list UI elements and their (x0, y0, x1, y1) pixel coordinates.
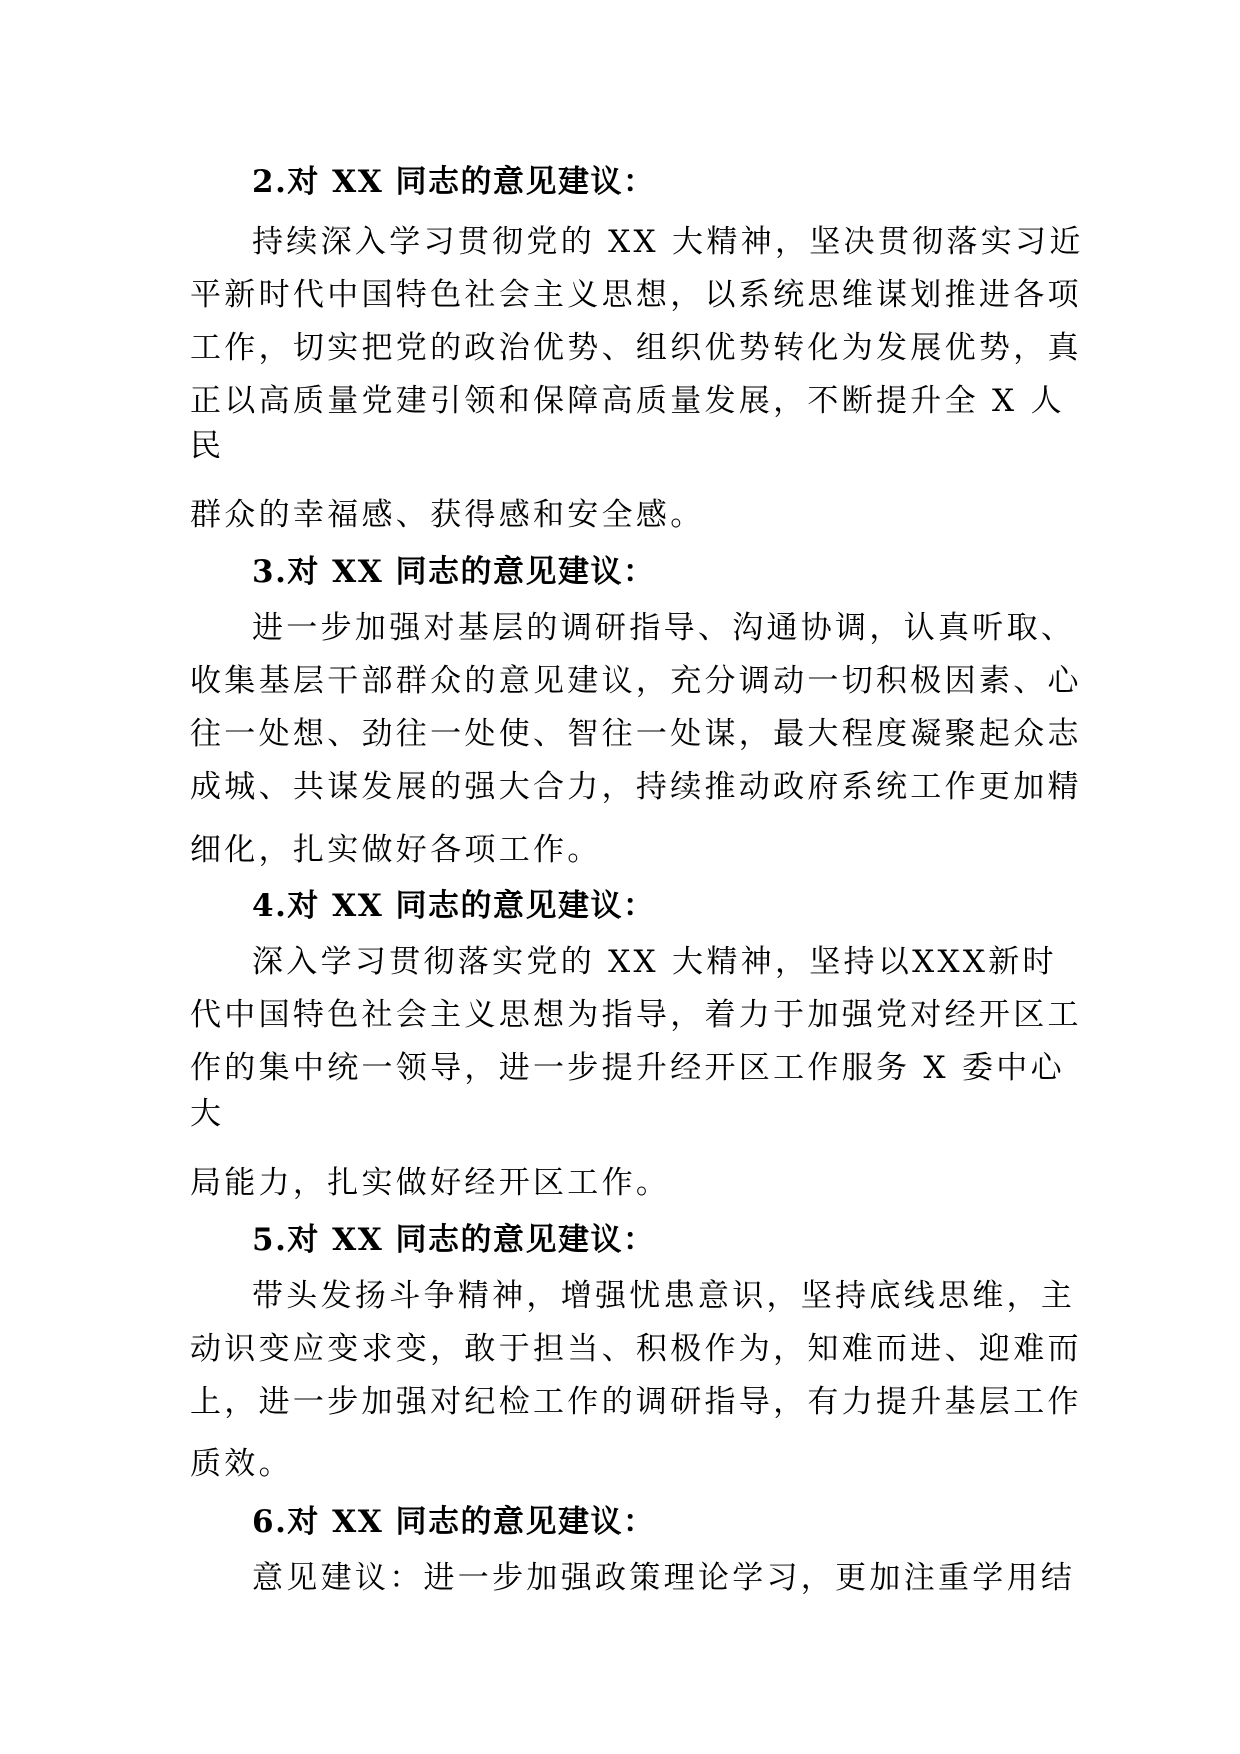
paragraph-line: 动识变应变求变，敢于担当、积极作为，知难而进、迎难而 (190, 1331, 1082, 1367)
paragraph-line: 工作，切实把党的政治优势、组织优势转化为发展优势，真 (190, 330, 1082, 366)
paragraph-line: 成城、共谋发展的强大合力，持续推动政府系统工作更加精 (190, 769, 1082, 805)
paragraph-line: 平新时代中国特色社会主义思想，以系统思维谋划推进各项 (190, 277, 1082, 313)
paragraph-line: 局能力，扎实做好经开区工作。 (190, 1165, 671, 1201)
section-heading: 2.对 XX 同志的意见建议： (252, 164, 656, 200)
paragraph-line: 代中国特色社会主义思想为指导，着力于加强党对经开区工 (190, 997, 1082, 1033)
paragraph-line: 上，进一步加强对纪检工作的调研指导，有力提升基层工作 (190, 1384, 1082, 1420)
paragraph-line: 持续深入学习贯彻党的 XX 大精神，坚决贯彻落实习近 (252, 224, 1084, 260)
paragraph-line: 质效。 (190, 1446, 293, 1482)
paragraph-line: 群众的幸福感、获得感和安全感。 (190, 497, 705, 533)
section-heading: 3.对 XX 同志的意见建议： (252, 554, 656, 590)
paragraph-line: 细化，扎实做好各项工作。 (190, 832, 602, 868)
section-heading: 6.对 XX 同志的意见建议： (252, 1504, 656, 1540)
paragraph-line: 作的集中统一领导，进一步提升经开区工作服务 X 委中心 (190, 1050, 1065, 1086)
paragraph-line: 大 (190, 1096, 225, 1132)
paragraph-line: 进一步加强对基层的调研指导、沟通协调，认真听取、 (252, 610, 1076, 646)
paragraph-line: 带头发扬斗争精神，增强忧患意识，坚持底线思维，主 (252, 1278, 1076, 1314)
paragraph-line: 往一处想、劲往一处使、智往一处谋，最大程度凝聚起众志 (190, 716, 1082, 752)
paragraph-line: 意见建议：进一步加强政策理论学习，更加注重学用结 (252, 1560, 1076, 1596)
section-heading: 5.对 XX 同志的意见建议： (252, 1222, 656, 1258)
paragraph-line: 正以高质量党建引领和保障高质量发展，不断提升全 X 人 (190, 383, 1065, 419)
paragraph-line: 深入学习贯彻落实党的 XX 大精神，坚持以XXX新时 (252, 944, 1057, 980)
paragraph-line: 收集基层干部群众的意见建议，充分调动一切积极因素、心 (190, 663, 1082, 699)
paragraph-line: 民 (190, 428, 225, 464)
section-heading: 4.对 XX 同志的意见建议： (252, 888, 656, 924)
